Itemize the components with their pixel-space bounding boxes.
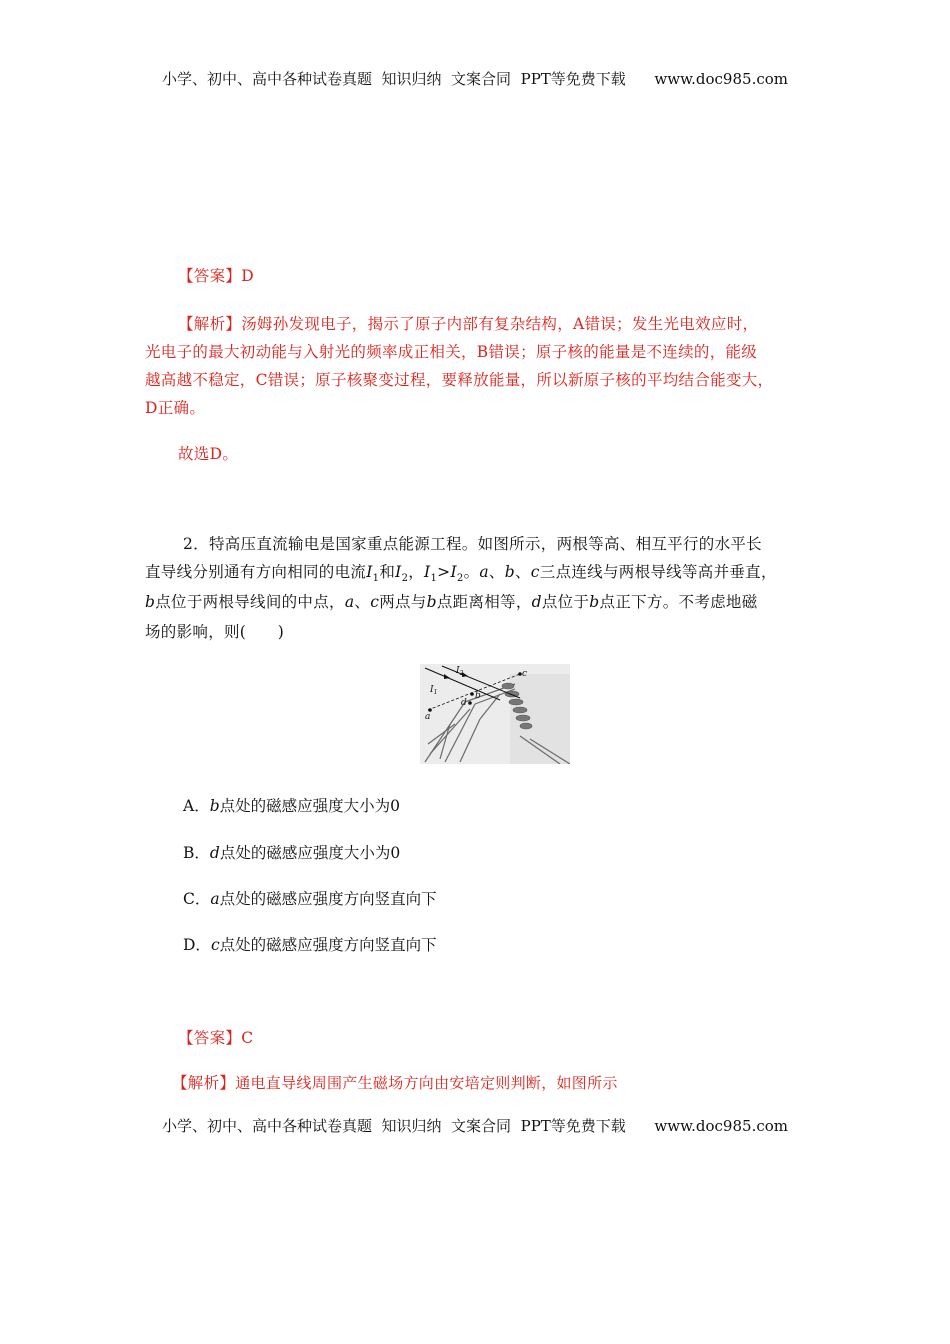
label-b: b [475,691,481,701]
option-d: D．c点处的磁感应强度方向竖直向下 [183,936,437,954]
q1-analysis-line-3: 越高越不稳定，C错误；原子核聚变过程，要释放能量，所以新原子核的平均结合能变大， [145,371,774,389]
q2-stem-line-2: 直导线分别通有方向相同的电流$I_1$和$I_2$，$I_1>I_2$。a、b、c三点连线与两根导线等高并垂直， [145,563,777,585]
q1-conclusion: 故选D。 [178,445,239,463]
option-a: A．b点处的磁感应强度大小为0 [183,797,401,815]
transmission-tower-figure [420,664,570,764]
page-footer: 小学、初中、高中各种试卷真题 知识归纳 文案合同 PPT等免费下载 www.doc985.com [161,1117,788,1135]
q1-answer: 【答案】D [178,267,254,285]
q2-stem-line-4: 场的影响，则( ) [145,623,285,641]
page-header: 小学、初中、高中各种试卷真题 知识归纳 文案合同 PPT等免费下载 www.doc985.com [161,70,788,88]
label-d: d [461,698,467,708]
tower-illustration [420,664,570,764]
q2-stem-line-3: b点位于两根导线间的中点，a、c两点与b点距离相等，d点位于b点正下方。不考虑地磁 [145,593,758,611]
q1-analysis-line-2: 光电子的最大初动能与入射光的频率成正相关，B错误；原子核的能量是不连续的，能级 [145,343,758,361]
q1-analysis-line-1: 【解析】汤姆孙发现电子，揭示了原子内部有复杂结构，A错误；发生光电效应时， [178,315,759,333]
svg-text:I1: $I_1$ [430,685,438,696]
q2-answer: 【答案】C [178,1029,254,1047]
q1-analysis-line-4: D正确。 [145,399,206,417]
q2-stem-line-1: 2．特高压直流输电是国家重点能源工程。如图所示，两根等高、相互平行的水平长 [183,535,762,553]
option-b: B．d点处的磁感应强度大小为0 [183,844,401,862]
q2-analysis: 【解析】通电直导线周围产生磁场方向由安培定则判断，如图所示 [172,1074,618,1092]
label-a: a [425,712,431,722]
option-c: C．a点处的磁感应强度方向竖直向下 [183,890,437,908]
label-c: c [522,669,528,679]
svg-text:I2: $I_2$ [456,666,464,677]
